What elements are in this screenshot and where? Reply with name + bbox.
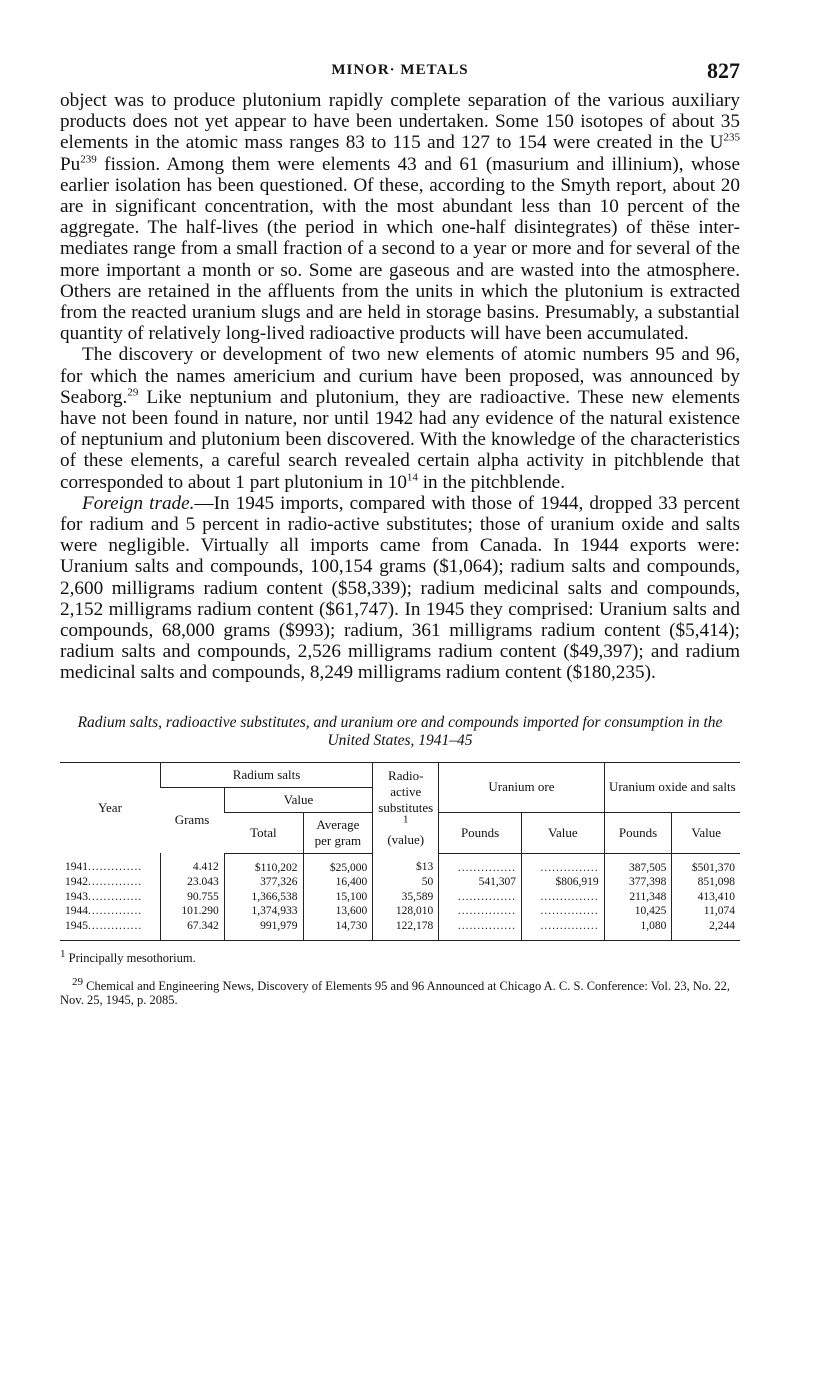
table-row: 1941.............. 4.412 $110,202 $25,000 $13 ............... ............... 387,505 $501,370 bbox=[60, 853, 740, 875]
col-radium-salts: Radium salts bbox=[160, 762, 372, 787]
table-row: 1942.............. 23.043 377,326 16,400 50 541,307 $806,919 377,398 851,098 bbox=[60, 875, 740, 890]
page-header bbox=[60, 0, 740, 90]
running-head: MINOR· METALS bbox=[331, 62, 469, 78]
table-row: 1943.............. 90.755 1,366,538 15,100 35,589 ............... ............... 211,348 413,410 bbox=[60, 890, 740, 905]
section-heading-italic: Foreign trade. bbox=[82, 492, 195, 514]
footnote-ref: 29 bbox=[127, 386, 139, 399]
col-uranium-ore: Uranium ore bbox=[439, 762, 604, 812]
superscript: 14 bbox=[406, 471, 418, 484]
col-oxide-pounds: Pounds bbox=[604, 812, 672, 853]
col-radioactive: Radioactive substitutes $^1$ (value) bbox=[373, 762, 439, 853]
paragraph-2-text: The discovery or development of two new elements of atomic numbers 95 and 96, for which the names americium and curium have been proposed, was announced by Seaborg. bbox=[60, 344, 740, 408]
paragraph-2 bbox=[60, 344, 740, 492]
col-year: Year bbox=[60, 762, 160, 853]
paragraph-1-mid: Pu bbox=[60, 153, 81, 175]
col-value: Value bbox=[224, 787, 373, 812]
col-average: Average per gram bbox=[303, 812, 373, 853]
paragraph-1-end: fission. Among them were elements 43 and 61 (masurium and illinium), whose earlier isolation has been questioned. Of these, according to the Smyth report, about 20 are in significant concentration, with the most abundant less than 10 percent of the aggregate. The half-lives (the period in which one-half disintegrates) of thëse intermediates range from a small fraction of a second to a year or more and for several of the more important a month or so. Some are gaseous and are wasted into the atmosphere. Others are retained in the affluents from the units in which the plutonium is extracted from the reacted uranium slugs and are held in storage basins. Presumably, a substantial quantity of relatively long-lived radioactive products will have been accumulated. bbox=[60, 153, 740, 345]
paragraph-3-text: —In 1945 imports, compared with those of 1944, dropped 33 percent for radium and 5 percent in radio-active substitutes; those of uranium oxide and salts were negligible. Virtually all imports came from Canada. In 1944 exports were: Uranium salts and compounds, 100,154 grams ($1,064); radium salts and compounds, 2,600 milligrams radium content ($58,339); radium medicinal salts and compounds, 2,152 milligrams radium content ($61,747). In 1945 they comprised: Uranium salts and compounds, 68,000 grams ($993); radium, 361 milligrams radium content ($5,414); radium salts and compounds, 2,526 milligrams radium content ($49,397); and radium medicinal salts and compounds, 8,249 milligrams radium content ($180,235). bbox=[60, 492, 740, 684]
col-uranium-oxide: Uranium oxide and salts bbox=[604, 762, 740, 812]
table-caption: Radium salts, radioactive substitutes, and uranium ore and compounds imported for consumption in the United States, 1941–45 bbox=[77, 713, 723, 749]
col-oxide-value: Value bbox=[672, 812, 740, 853]
footnote-29: $^{29}$ Chemical and Engineering News, Discovery of Elements 95 and 96 Announced at Chicago A. C. S. Conference: Vol. 23, No. 22, Nov. 25, 1945, p. 2085. bbox=[60, 976, 730, 1008]
table-row: 1944.............. 101.290 1,374,933 13,600 128,010 ............... ............... 10,425 11,074 bbox=[60, 904, 740, 919]
paragraph-2-mid: Like neptunium and plutonium, they are radioactive. These new elements have not been found in nature, nor until 1942 had any evidence of the natural existence of neptunium and plutonium been discovered. With the knowledge of the characteristics of these elements, a careful search revealed certain alpha activity in pitchblende that corresponded to about 1 part plutonium in 10 bbox=[60, 386, 740, 493]
col-total: Total bbox=[224, 812, 303, 853]
paragraph-1-text: object was to produce plutonium rapidly complete separation of the various auxiliary products does not yet appear to have been undertaken. Some 150 isotopes of about 35 elements in the atomic mass ranges 83 to 115 and 127 to 154 were created in the U bbox=[60, 90, 740, 154]
col-ore-value: Value bbox=[521, 812, 604, 853]
paragraph-2-end: in the pitchblende. bbox=[417, 471, 565, 493]
footnotes bbox=[60, 948, 740, 1008]
page-number: 827 bbox=[707, 58, 740, 83]
table-row: 1945.............. 67.342 991,979 14,730 122,178 ............... ............... 1,080 2,244 bbox=[60, 919, 740, 941]
superscript: 235 bbox=[723, 132, 740, 145]
col-ore-pounds: Pounds bbox=[439, 812, 522, 853]
page bbox=[60, 0, 740, 1007]
footnote-1: $^1$ Principally mesothorium. bbox=[60, 948, 196, 966]
superscript: 239 bbox=[80, 153, 97, 166]
col-grams: Grams bbox=[174, 812, 210, 828]
paragraph-3 bbox=[60, 493, 740, 684]
paragraph-1 bbox=[60, 90, 740, 344]
body-text bbox=[60, 90, 740, 684]
imports-table bbox=[60, 762, 740, 942]
